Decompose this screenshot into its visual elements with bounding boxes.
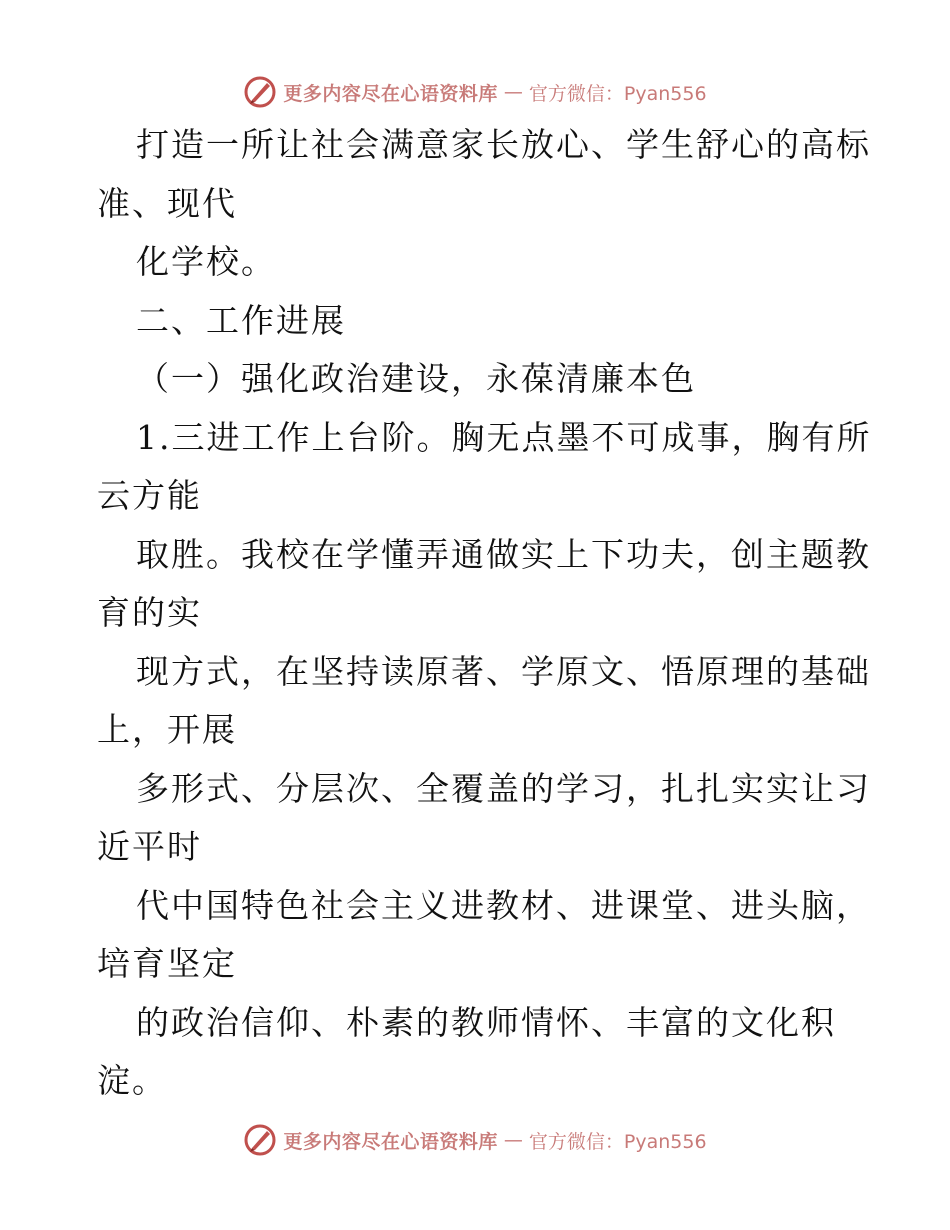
watermark-separator: —	[503, 81, 523, 103]
text-line: 育的实	[97, 593, 202, 632]
quill-pen-logo-icon	[243, 75, 277, 109]
text-line: 取胜。我校在学懂弄通做实上下功夫，创主题教	[136, 534, 871, 574]
text-line: 培育坚定	[97, 944, 237, 983]
watermark-contact: 官方微信：Pyan556	[528, 82, 707, 105]
text-line: 准、现代	[97, 183, 237, 223]
text-line: 化学校。	[136, 242, 276, 281]
quill-pen-logo-icon	[243, 1123, 277, 1157]
text-line: 1.三进工作上台阶。胸无点墨不可成事，胸有所	[136, 417, 872, 457]
watermark-title: 更多内容尽在心语资料库	[283, 82, 498, 105]
text-line: 打造一所让社会满意家长放心、学生舒心的高标	[136, 125, 871, 164]
text-line: 近平时	[97, 827, 202, 866]
text-line: 云方能	[97, 476, 202, 515]
footer-watermark	[0, 1120, 950, 1160]
watermark-title: 更多内容尽在心语资料库	[283, 1130, 498, 1153]
text-line: 淀。	[97, 1061, 167, 1100]
header-watermark	[0, 72, 950, 112]
text-line: 的政治信仰、朴素的教师情怀、丰富的文化积	[136, 1002, 836, 1042]
document-body	[97, 116, 872, 1111]
text-line: 现方式，在坚持读原著、学原文、悟原理的基础	[136, 651, 871, 691]
text-line: （一）强化政治建设，永葆清廉本色	[136, 359, 696, 398]
text-line: 代中国特色社会主义进教材、进课堂、进头脑，	[136, 885, 871, 925]
watermark-separator: —	[503, 1129, 523, 1151]
text-line: 二、工作进展	[136, 300, 346, 340]
text-line: 多形式、分层次、全覆盖的学习，扎扎实实让习	[136, 768, 871, 808]
text-line: 上，开展	[97, 710, 237, 749]
watermark-contact: 官方微信：Pyan556	[528, 1130, 707, 1153]
